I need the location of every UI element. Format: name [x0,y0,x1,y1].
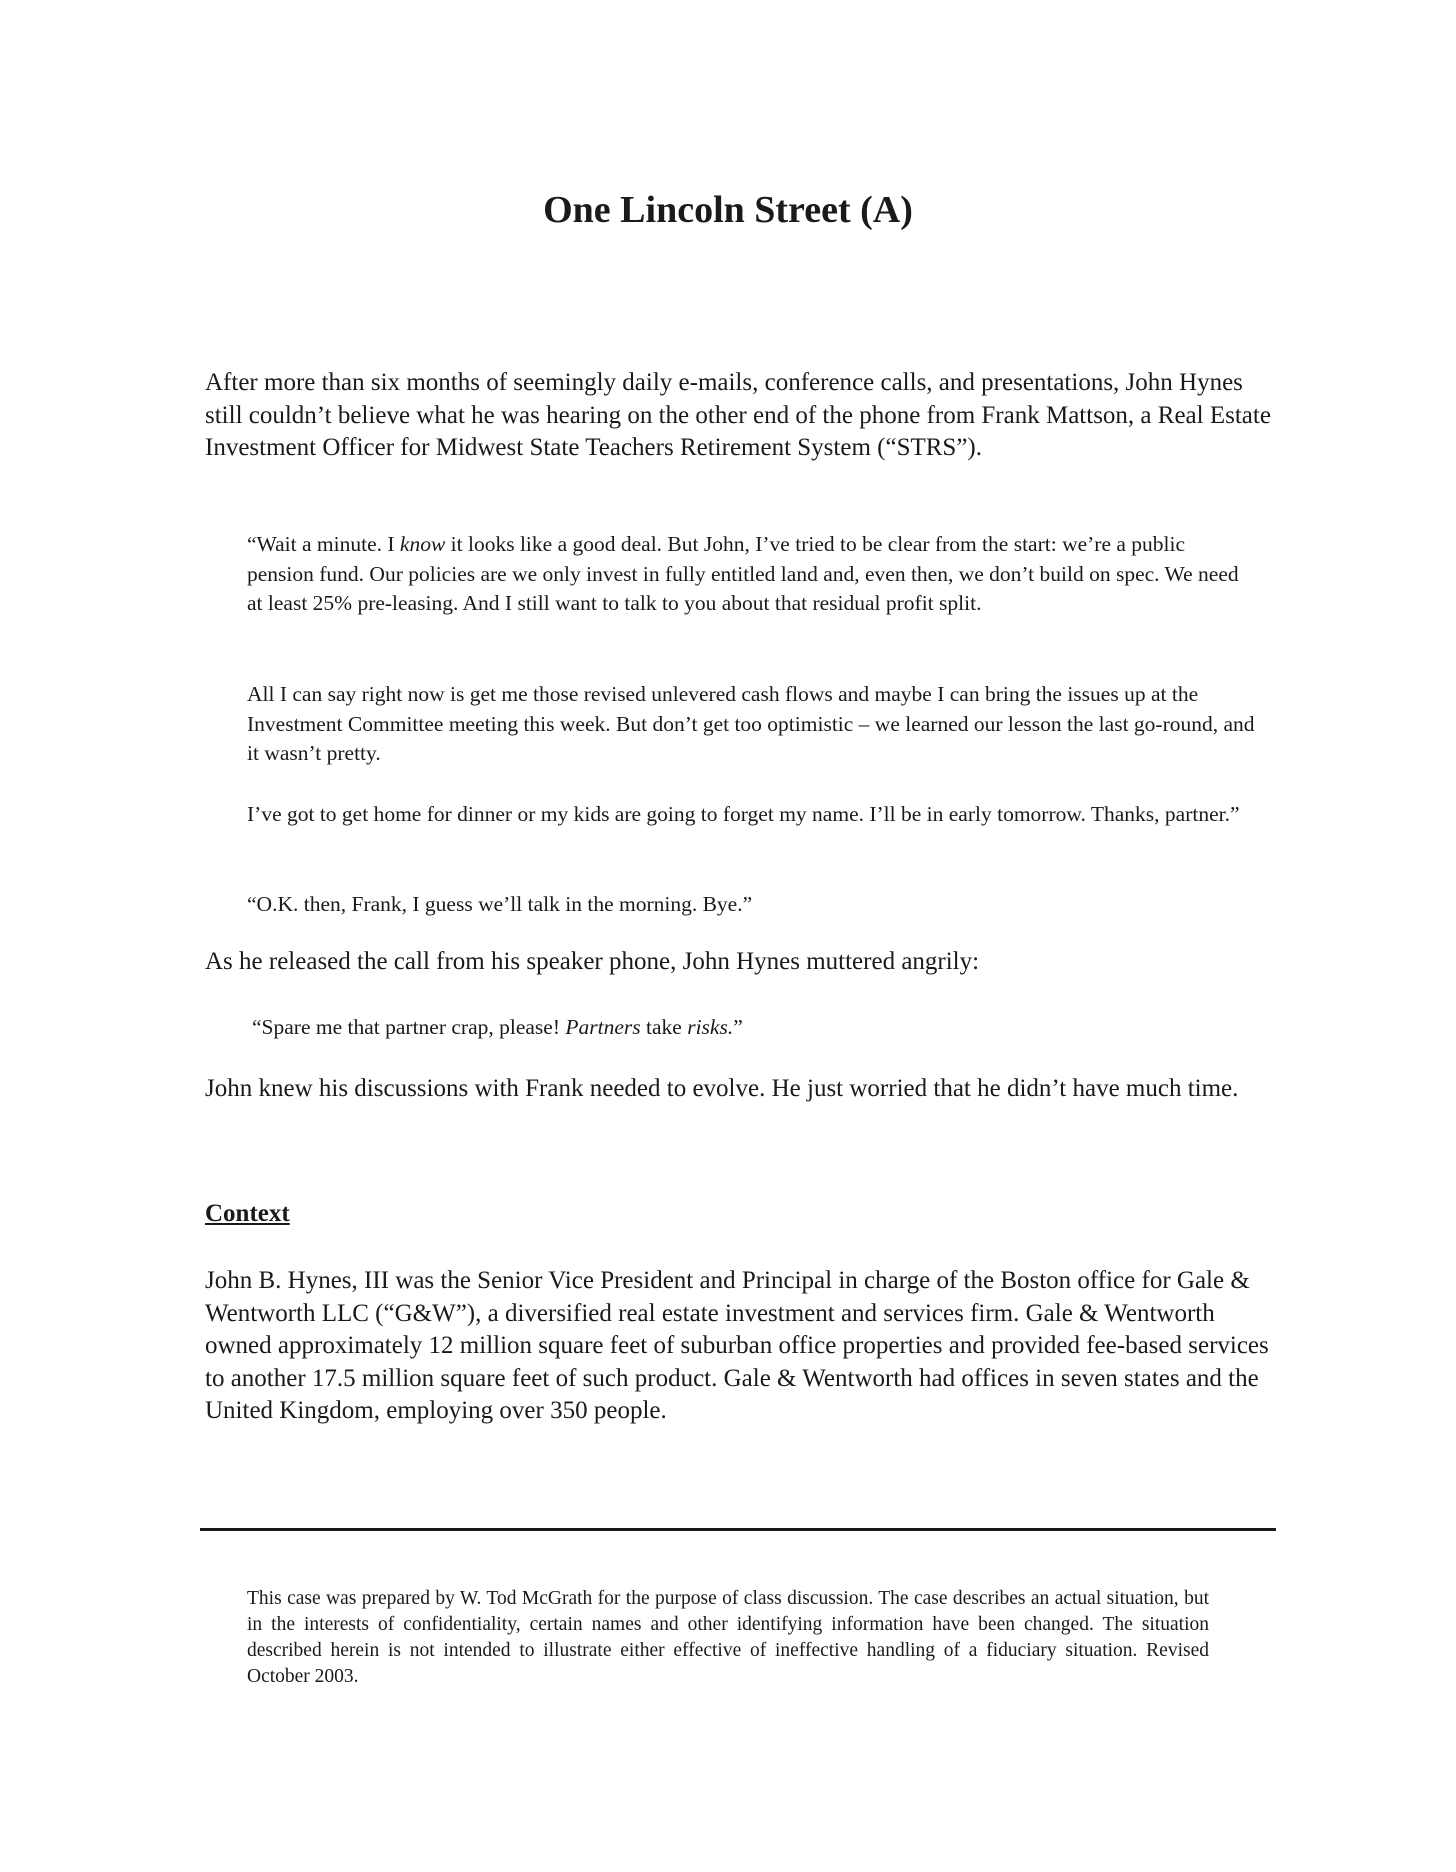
quote-paragraph-1 [247,530,1257,619]
quote-paragraph-3: I’ve got to get home for dinner or my kids are going to forget my name. I’ll be in early tomorrow. Thanks, partner.” [247,802,1240,826]
quote-5-emphasis-partners: Partners [565,1015,641,1039]
document-title: One Lincoln Street (A) [543,189,913,231]
quote-paragraph-2: All I can say right now is get me those revised unlevered cash flows and maybe I can bring the issues up at the Investment Committee meeting this week. But don’t get too optimistic – we learned our lesson the last go-round, and it wasn’t pretty. [247,682,1255,765]
quote-5-text-b: take [640,1015,688,1039]
quote-paragraph-5 [252,1013,1262,1043]
quote-5-text-c: ” [733,1015,743,1039]
quote-1-text-a: “Wait a minute. I [247,532,400,556]
footnote: This case was prepared by W. Tod McGrath for the purpose of class discussion. The case describes an actual situation, but in the interests of confidentiality, certain names and other identifying information have been changed. The situation described herein is not intended to illustrate either effective of ineffective handling of a fiduciary situation. Revised October 2003. [247,1588,1209,1687]
context-paragraph: John B. Hynes, III was the Senior Vice President and Principal in charge of the Boston office for Gale & Wentworth LLC (“G&W”), a diversified real estate investment and services firm. Gale & Wentworth owned approximately 12 million square feet of suburban office properties and provided fee-based services to another 17.5 million square feet of such product. Gale & Wentworth had offices in seven states and the United Kingdom, employing over 350 people. [205,1267,1269,1424]
footnote-divider [200,1528,1276,1531]
quote-1-text-b: it looks like a good deal. But John, I’ve tried to be clear from the start: we’re a public pension fund. Our policies are we only invest in fully entitled land and, even then, we don’t build on spec. We need at least 25% pre-leasing. And I still want to talk to you about that residual profit split. [247,532,1239,615]
context-heading: Context [205,1200,290,1227]
transition-paragraph: As he released the call from his speaker phone, John Hynes muttered angrily: [205,948,980,975]
intro-paragraph: After more than six months of seemingly daily e-mails, conference calls, and presentations, John Hynes still couldn’t believe what he was hearing on the other end of the phone from Frank Mattson, a Real Estate Investment Officer for Midwest State Teachers Retirement System (“STRS”). [205,369,1271,461]
quote-5-text-a: “Spare me that partner crap, please! [252,1015,566,1039]
quote-5-emphasis-risks: risks. [687,1015,734,1039]
closing-paragraph: John knew his discussions with Frank needed to evolve. He just worried that he didn’t have much time. [205,1075,1239,1102]
quote-1-emphasis: know [399,532,446,556]
quote-paragraph-4: “O.K. then, Frank, I guess we’ll talk in the morning. Bye.” [247,892,753,916]
